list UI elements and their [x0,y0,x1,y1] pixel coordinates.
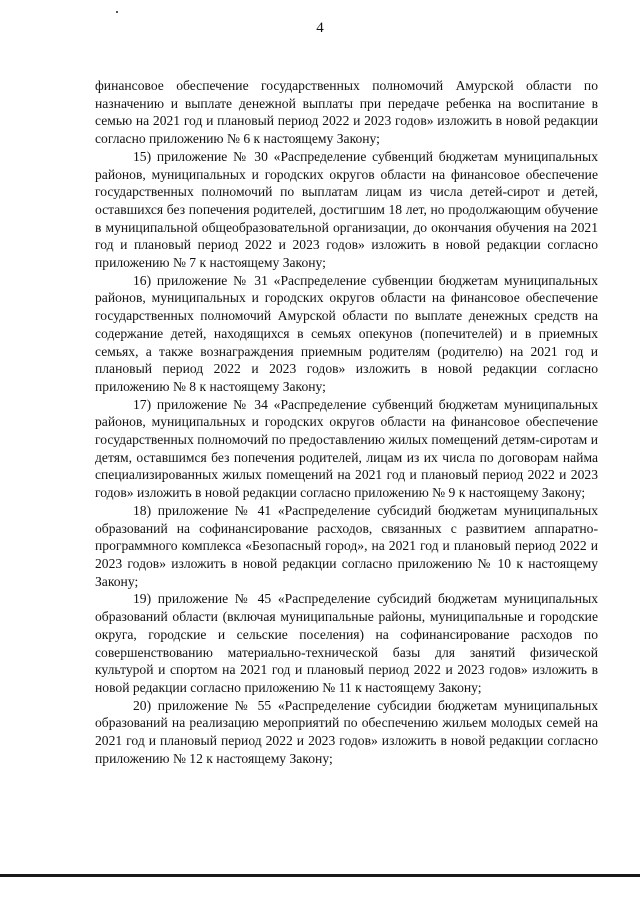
scan-speck [116,11,118,13]
paragraph-continuation: финансовое обеспечение государственных полномочий Амурской области по назначению и выплате денежной выплаты при передаче ребенка на воспитание в семью на 2021 год и плановый период 2022 и 2023 годов» изложить в новой редакции согласно приложению № 6 к настоящему Закону; [95,78,598,147]
paragraph-item-18: 18) приложение № 41 «Распределение субсидий бюджетам муниципальных образований на софинансирование расходов, связанных с развитием аппаратно-программного комплекса «Безопасный город», на 2021 год и плановый период 2022 и 2023 годов» изложить в новой редакции согласно приложению № 10 к настоящему Закону; [95,502,598,589]
bottom-rule [0,874,640,877]
document-body [95,77,598,767]
paragraph-item-20: 20) приложение № 55 «Распределение субсидии бюджетам муниципальных образований на реализацию мероприятий по обеспечению жильем молодых семей на 2021 год и плановый период 2022 и 2023 годов» изложить в новой редакции согласно приложению № 12 к настоящему Закону; [95,697,598,766]
paragraph-item-17: 17) приложение № 34 «Распределение субвенций бюджетам муниципальных районов, муниципальных и городских округов области на финансовое обеспечение государственных полномочий по предоставлению жилых помещений детям-сиротам и детям, оставшимся без попечения родителей, лицам из их числа по договорам найма специализированных жилых помещений на 2021 год и плановый период 2022 и 2023 годов» изложить в новой редакции согласно приложению № 9 к настоящему Закону; [95,396,598,501]
paragraph-item-16: 16) приложение № 31 «Распределение субвенции бюджетам муниципальных районов, муниципальных и городских округов области на финансовое обеспечение государственных полномочий Амурской области по выплате денежных средств на содержание детей, находящихся в семьях опекунов (попечителей) и в приемных семьях, а также вознаграждения приемным родителям (родителю) на 2021 год и плановый период 2022 и 2023 годов» изложить в новой редакции согласно приложению № 8 к настоящему Закону; [95,272,598,394]
paragraph-item-19: 19) приложение № 45 «Распределение субсидий бюджетам муниципальных образований области (включая муниципальные районы, муниципальные и городские округа, городские и сельские поселения) на софинансирование расходов по совершенствованию материально-технической базы для занятий физической культурой и спортом на 2021 год и плановый период 2022 и 2023 годов» изложить в новой редакции согласно приложению № 11 к настоящему Закону; [95,591,598,695]
paragraph-item-15: 15) приложение № 30 «Распределение субвенций бюджетам муниципальных районов, муниципальных и городских округов области на финансовое обеспечение государственных полномочий по выплатам лицам из числа детей-сирот и детей, оставшихся без попечения родителей, достигшим 18 лет, но продолжающим обучение в муниципальной общеобразовательной организации, до окончания обучения на 2021 год и плановый период 2022 и 2023 годов» изложить в новой редакции согласно приложению № 7 к настоящему Закону; [95,148,598,271]
page-number: 4 [316,20,324,36]
